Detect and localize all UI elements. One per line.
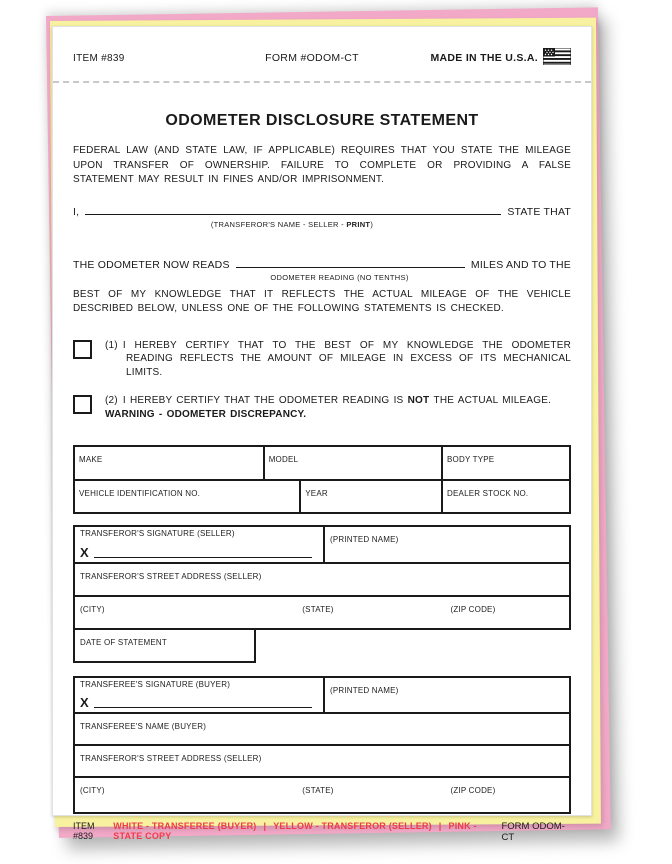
year-label: YEAR: [305, 489, 328, 498]
statement-2-text: [105, 394, 551, 421]
model-label: MODEL: [268, 455, 299, 464]
transferee-zip-field[interactable]: [445, 778, 569, 812]
transferee-street-label: TRANSFEROR'S STREET ADDRESS (SELLER): [80, 754, 262, 763]
separator: |: [438, 821, 442, 831]
statement-1: [73, 339, 571, 380]
transferor-zip-field[interactable]: [445, 597, 569, 628]
transferee-printed-name-field[interactable]: [325, 678, 569, 712]
statement-1-text: [105, 339, 571, 380]
statement-2-number: (2): [105, 395, 118, 406]
transferor-signature-field[interactable]: [75, 527, 325, 562]
odometer-reading-input[interactable]: [236, 255, 465, 268]
transferor-street-field[interactable]: [75, 564, 569, 597]
transferee-signature-line[interactable]: [80, 695, 318, 710]
signature-x-mark: X: [80, 695, 89, 710]
transferor-block: [73, 525, 571, 630]
caption-close: ): [370, 219, 374, 229]
separator: |: [263, 821, 267, 831]
transferor-city-label: (CITY): [80, 605, 105, 614]
odometer-form-sheet: [52, 26, 592, 843]
item-number: ITEM #839: [73, 52, 125, 64]
transferee-signature-row: [75, 678, 569, 714]
transferor-state-field[interactable]: [297, 597, 445, 628]
vehicle-table-row-2: [73, 479, 571, 514]
vehicle-table-row-1: [73, 445, 571, 479]
statement-2-post: THE ACTUAL MILEAGE.: [433, 395, 552, 406]
dealer-stock-field[interactable]: [443, 481, 569, 512]
footer-item-number: ITEM #839: [73, 821, 95, 841]
transferee-signature-field[interactable]: [75, 678, 325, 712]
form-title: ODOMETER DISCLOSURE STATEMENT: [165, 112, 479, 129]
transferor-street-label: TRANSFEROR'S STREET ADDRESS (SELLER): [80, 572, 262, 581]
transferee-state-label: (STATE): [302, 786, 334, 795]
transferor-name-input[interactable]: [85, 202, 501, 215]
signature-x-mark: X: [80, 545, 89, 560]
transferor-zip-label: (ZIP CODE): [450, 605, 496, 614]
white-copy-label: WHITE - TRANSFEREE (BUYER): [113, 821, 257, 831]
transferee-state-field[interactable]: [297, 778, 445, 812]
transferee-city-field[interactable]: [75, 778, 297, 812]
copy-distribution-legend: [113, 821, 501, 841]
declaration-prefix: I,: [73, 205, 80, 218]
form-footer: [73, 821, 571, 843]
vehicle-table: [73, 445, 571, 514]
transferee-city-label: (CITY): [80, 786, 105, 795]
made-in-usa-label: MADE IN THE U.S.A.: [430, 52, 538, 64]
transferor-printed-name-field[interactable]: [325, 527, 569, 562]
make-field[interactable]: [75, 447, 265, 479]
yellow-copy-label: YELLOW - TRANSFEROR (SELLER): [273, 821, 432, 831]
declaration-suffix: STATE THAT: [507, 205, 571, 218]
footer-form-number: FORM ODOM-CT: [501, 821, 565, 843]
transferee-zip-label: (ZIP CODE): [450, 786, 496, 795]
dealer-stock-label: DEALER STOCK NO.: [447, 489, 529, 498]
statement-2: [73, 394, 571, 421]
mileage-continuation-paragraph: BEST OF MY KNOWLEDGE THAT IT REFLECTS THE ACTUAL MILEAGE OF THE VEHICLE DESCRIBED BELOW, UNLESS ONE OF THE FOLLOWING STATEMENTS IS CHECKED.: [73, 288, 571, 314]
made-in-usa: [391, 48, 571, 68]
form-number: FORM #ODOM-CT: [265, 52, 359, 64]
transferee-name-label: TRANSFEREE'S NAME (BUYER): [80, 722, 207, 731]
transferee-printed-name-label: (PRINTED NAME): [329, 686, 399, 695]
statement-1-checkbox[interactable]: [73, 340, 92, 359]
odometer-prefix: THE ODOMETER NOW READS: [73, 258, 230, 271]
statement-2-pre: I HEREBY CERTIFY THAT THE ODOMETER READING IS: [122, 395, 404, 406]
stub-header: [73, 48, 571, 68]
transferee-city-state-zip-row: [75, 778, 569, 812]
transferor-city-state-zip-row: [75, 597, 569, 628]
year-field[interactable]: [301, 481, 443, 512]
signature-rule: [94, 548, 312, 558]
transferor-name-caption: [73, 220, 511, 229]
transferor-printed-name-label: (PRINTED NAME): [329, 535, 399, 544]
caption-text: (TRANSFEROR'S NAME - SELLER -: [210, 219, 347, 229]
body-type-field[interactable]: [443, 447, 569, 479]
vin-label: VEHICLE IDENTIFICATION NO.: [79, 489, 201, 498]
transferee-signature-label: TRANSFEREE'S SIGNATURE (BUYER): [80, 680, 231, 689]
transferee-block: [73, 676, 571, 814]
statement-2-not-bold: NOT: [407, 395, 430, 406]
pink-copy-label: PINK - STATE COPY: [113, 821, 477, 841]
statement-1-body: I HEREBY CERTIFY THAT TO THE BEST OF MY KNOWLEDGE THE ODOMETER READING REFLECTS THE AMOUNT OF MILEAGE IN EXCESS OF ITS MECHANICAL LIMITS.: [122, 339, 571, 378]
vin-field[interactable]: [75, 481, 301, 512]
transferee-street-field[interactable]: [75, 746, 569, 778]
signature-rule: [94, 698, 312, 708]
caption-print-bold: PRINT: [346, 219, 371, 229]
us-flag-icon: [543, 48, 571, 68]
transferor-signature-row: [75, 527, 569, 564]
perforation-line: [53, 81, 591, 83]
declaration-line: [73, 202, 571, 218]
transferor-signature-label: TRANSFEROR'S SIGNATURE (SELLER): [80, 529, 235, 538]
model-field[interactable]: [265, 447, 443, 479]
date-of-statement-label: DATE OF STATEMENT: [80, 638, 167, 647]
statement-2-checkbox[interactable]: [73, 395, 92, 414]
transferor-city-field[interactable]: [75, 597, 297, 628]
statement-1-number: (1): [105, 339, 118, 351]
odometer-suffix: MILES AND TO THE: [470, 258, 571, 271]
body-type-label: BODY TYPE: [447, 455, 495, 464]
transferor-signature-line[interactable]: [80, 545, 318, 560]
make-label: MAKE: [79, 455, 103, 464]
transferor-state-label: (STATE): [302, 605, 334, 614]
transferee-name-field[interactable]: [75, 714, 569, 746]
federal-law-paragraph: FEDERAL LAW (AND STATE LAW, IF APPLICABLE) REQUIRES THAT YOU STATE THE MILEAGE UPON TRANSFER OF OWNERSHIP. FAILURE TO COMPLETE OR PROVIDING A FALSE STATEMENT MAY RESULT IN FINES AND/OR IMPRISONMENT.: [73, 145, 571, 185]
statement-2-warning: WARNING - ODOMETER DISCREPANCY.: [105, 408, 307, 420]
date-of-statement-field[interactable]: [73, 630, 256, 663]
odometer-line: [73, 255, 571, 271]
odometer-reading-caption: ODOMETER READING (NO TENTHS): [270, 272, 409, 282]
